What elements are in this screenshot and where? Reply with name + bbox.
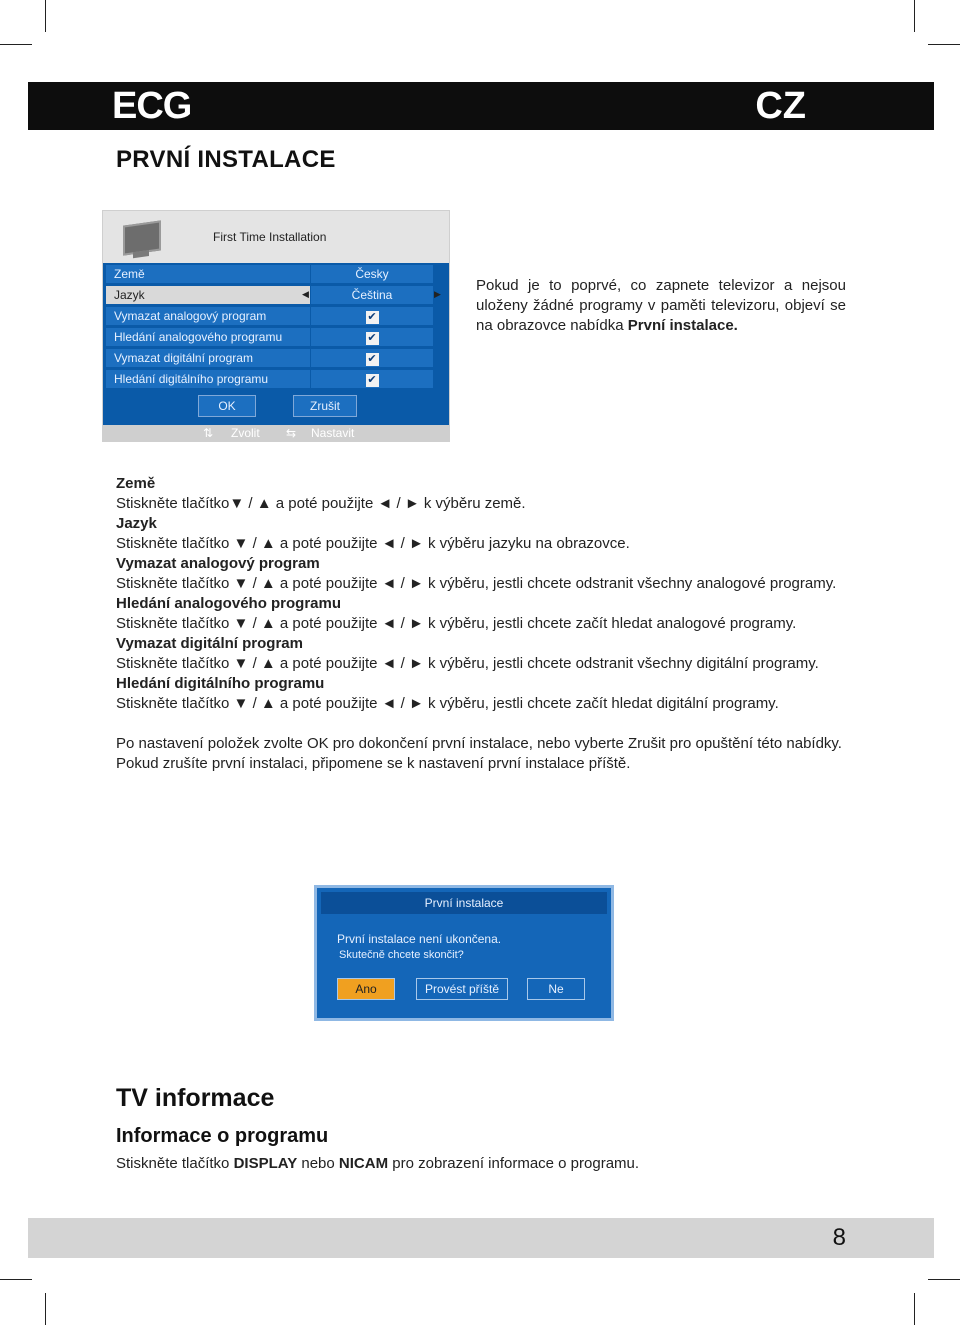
language-value[interactable]: Čeština: [311, 286, 433, 304]
display-key: DISPLAY: [233, 1155, 298, 1172]
menu-title: First Time Installation: [213, 230, 327, 244]
menu-item-erase-digital[interactable]: Vymazat digitální program: [106, 349, 310, 367]
item-heading: Jazyk: [116, 515, 157, 532]
hint-bar: [103, 425, 449, 441]
item-heading: Vymazat digitální program: [116, 635, 303, 652]
intro-paragraph: [476, 276, 846, 336]
item-text: Stiskněte tlačítko ▼ / ▲ a poté použijte ◄ / ► k výběru jazyku na obrazovce.: [116, 535, 630, 552]
dialog-title: První instalace: [321, 892, 607, 914]
no-button[interactable]: Ne: [527, 978, 585, 1000]
item-text: Stiskněte tlačítko ▼ / ▲ a poté použijte ◄ / ► k výběru, jestli chcete začít hledat analogové programy.: [116, 615, 797, 632]
dialog-message: První instalace není ukončena.: [337, 932, 502, 946]
item-heading: Vymazat analogový program: [116, 555, 320, 572]
crop-mark: [914, 0, 915, 32]
ok-button[interactable]: OK: [198, 395, 256, 417]
search-analog-toggle[interactable]: [311, 328, 433, 346]
erase-digital-toggle[interactable]: [311, 349, 433, 367]
item-text: Stiskněte tlačítko ▼ / ▲ a poté použijte ◄ / ► k výběru, jestli chcete odstranit všechny analogové programy.: [116, 575, 837, 592]
menu-item-language[interactable]: Jazyk: [106, 286, 310, 304]
erase-analog-toggle[interactable]: [311, 307, 433, 325]
tv-icon: [123, 220, 161, 255]
item-heading: Hledání digitálního programu: [116, 675, 325, 692]
arrow-right-icon[interactable]: ▶: [434, 289, 441, 299]
nicam-key: NICAM: [338, 1155, 389, 1172]
checkbox-icon: ✔: [367, 311, 377, 323]
item-heading: Hledání analogového programu: [116, 595, 342, 612]
instructions: [116, 474, 846, 774]
language-code: CZ: [755, 85, 806, 127]
menu-body: [103, 263, 449, 425]
updown-arrows-icon: ⇅: [203, 426, 214, 440]
crop-mark: [45, 1293, 46, 1325]
footer-bar: [28, 1218, 934, 1258]
checkbox-icon: ✔: [367, 332, 377, 344]
item-text: Stiskněte tlačítko ▼ / ▲ a poté použijte ◄ / ► k výběru, jestli chcete odstranit všechny digitální programy.: [116, 655, 819, 672]
menu-item-erase-analog[interactable]: Vymazat analogový program: [106, 307, 310, 325]
tv-text-pre: Stiskněte tlačítko: [116, 1155, 234, 1172]
crop-mark: [0, 1279, 32, 1280]
crop-mark: [45, 0, 46, 32]
dialog-question: Skutečně chcete skončit?: [339, 949, 464, 961]
menu-item-search-digital[interactable]: Hledání digitálního programu: [106, 370, 310, 388]
menu-header: [103, 211, 449, 263]
tv-info-title: TV informace: [116, 1084, 275, 1112]
brand-logo: ECG: [112, 85, 192, 127]
checkbox-icon: ✔: [367, 374, 377, 386]
leftright-arrows-icon: ⇆: [286, 426, 297, 440]
section-title: PRVNÍ INSTALACE: [116, 146, 336, 173]
checkbox-icon: ✔: [367, 353, 377, 365]
page-number: 8: [832, 1224, 846, 1251]
header-bar: [28, 82, 934, 130]
yes-button[interactable]: Ano: [337, 978, 395, 1000]
arrow-left-icon[interactable]: ◀: [302, 289, 309, 299]
item-text: Stiskněte tlačítko ▼ / ▲ a poté použijte ◄ / ► k výběru, jestli chcete začít hledat digitální programy.: [116, 695, 779, 712]
first-installation-menu: [102, 210, 450, 442]
tv-text-mid: nebo: [297, 1155, 339, 1172]
menu-item-search-analog[interactable]: Hledání analogového programu: [106, 328, 310, 346]
item-text: Stiskněte tlačítko▼ / ▲ a poté použijte ◄ / ► k výběru země.: [116, 495, 526, 512]
search-digital-toggle[interactable]: [311, 370, 433, 388]
hint-set: Nastavit: [311, 426, 355, 440]
after-paragraph-1: Po nastavení položek zvolte OK pro dokončení první instalace, nebo vyberte Zrušit pro opuštění této nabídky.: [116, 735, 842, 752]
after-paragraph-2: Pokud zrušíte první instalaci, připomene se k nastavení první instalace příště.: [116, 755, 631, 772]
crop-mark: [0, 44, 32, 45]
do-later-button[interactable]: Provést příště: [416, 978, 508, 1000]
hint-select: Zvolit: [231, 426, 260, 440]
spacer: [116, 714, 846, 734]
intro-bold: První instalace.: [627, 317, 738, 334]
item-heading: Země: [116, 475, 156, 492]
cancel-button[interactable]: Zrušit: [293, 395, 357, 417]
tv-text-post: pro zobrazení informace o programu.: [388, 1155, 640, 1172]
tv-info-subtitle: Informace o programu: [116, 1125, 329, 1147]
crop-mark: [928, 1279, 960, 1280]
menu-item-country[interactable]: Země: [106, 265, 310, 283]
country-value[interactable]: Česky: [311, 265, 433, 283]
exit-installation-dialog: [314, 885, 614, 1021]
crop-mark: [914, 1293, 915, 1325]
tv-info-text: [116, 1155, 639, 1172]
crop-mark: [928, 44, 960, 45]
intro-text: Pokud je to poprvé, co zapnete televizor a nejsou uloženy žádné programy v paměti televizoru, objeví se na obrazovce nabídka: [476, 277, 846, 334]
